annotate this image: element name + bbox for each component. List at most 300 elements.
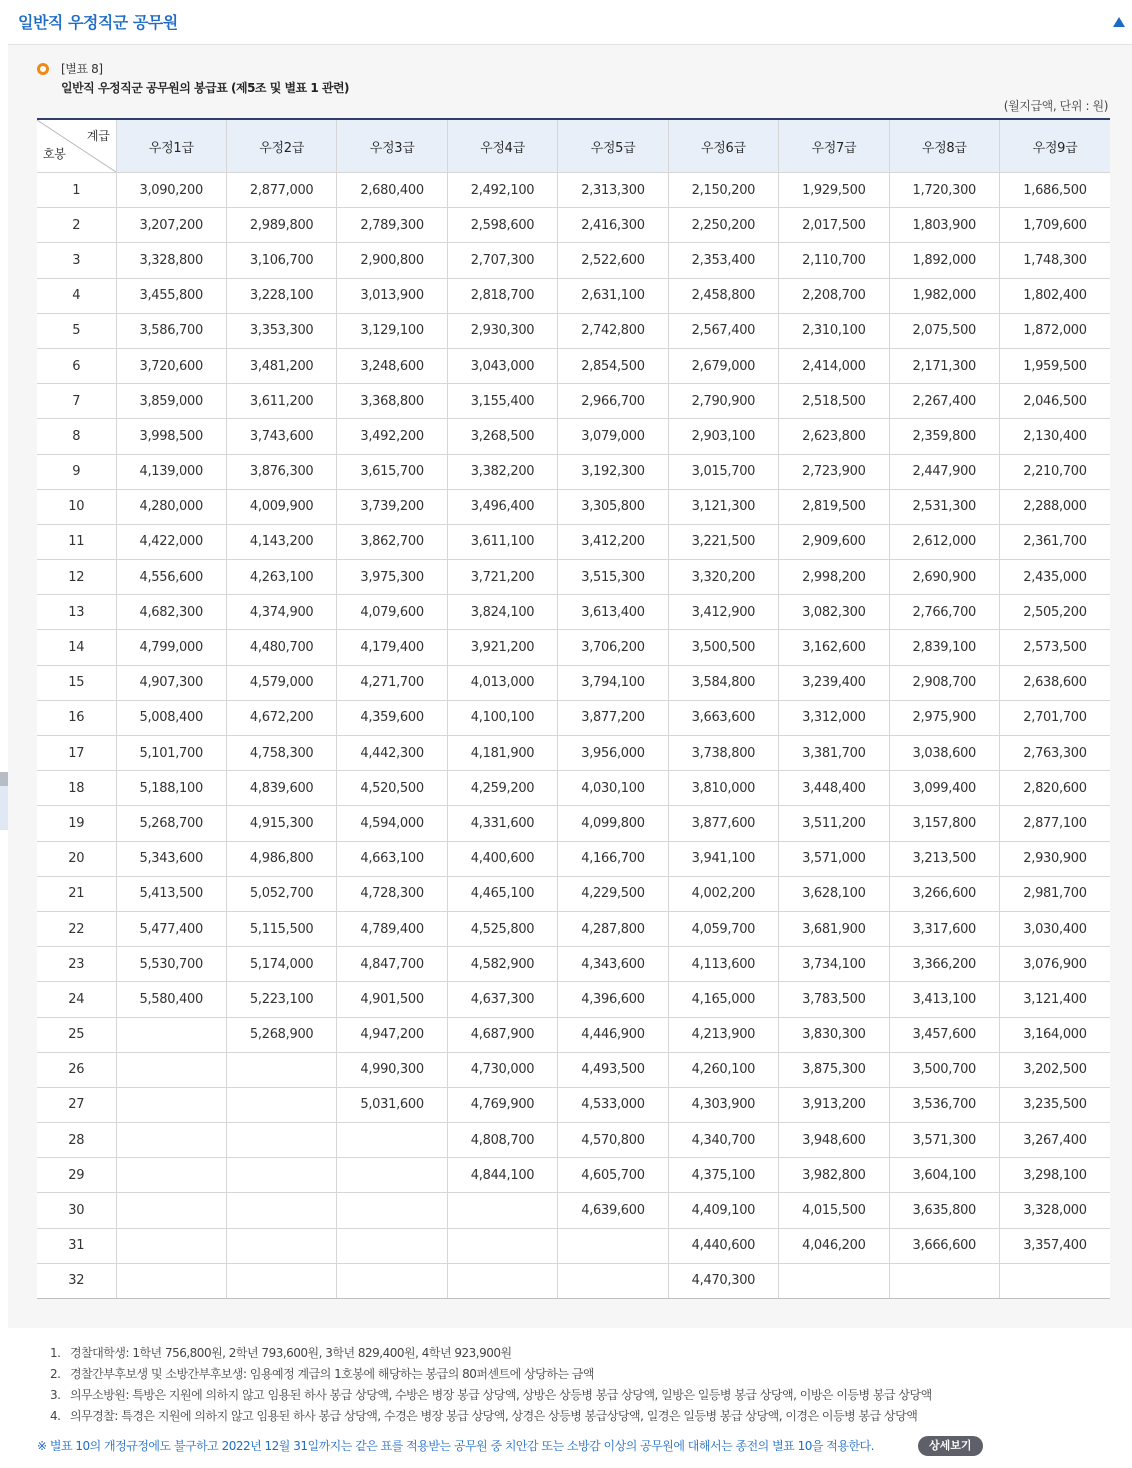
salary-cell <box>889 1263 999 1298</box>
salary-cell: 4,728,300 <box>337 876 447 911</box>
step-cell: 4 <box>37 278 116 313</box>
footnote-number: 4. <box>50 1409 61 1423</box>
salary-cell <box>226 1123 336 1158</box>
salary-cell <box>116 1087 226 1122</box>
appendix-ref: [별표 8] <box>61 62 103 76</box>
salary-cell: 2,267,400 <box>889 384 999 419</box>
salary-cell: 3,312,000 <box>779 700 889 735</box>
salary-cell: 4,422,000 <box>116 524 226 559</box>
salary-cell: 2,414,000 <box>779 348 889 383</box>
salary-cell: 1,748,300 <box>1000 243 1111 278</box>
salary-cell <box>226 1087 336 1122</box>
table-row <box>37 489 1110 524</box>
salary-cell: 2,930,900 <box>1000 841 1111 876</box>
table-row <box>37 313 1110 348</box>
salary-cell: 3,635,800 <box>889 1193 999 1228</box>
salary-cell: 3,875,300 <box>779 1052 889 1087</box>
salary-cell: 2,150,200 <box>668 173 778 208</box>
salary-cell: 3,571,300 <box>889 1123 999 1158</box>
salary-cell: 3,267,400 <box>1000 1123 1111 1158</box>
salary-cell: 2,742,800 <box>558 313 668 348</box>
salary-cell <box>558 1228 668 1263</box>
salary-cell: 3,106,700 <box>226 243 336 278</box>
salary-cell: 2,818,700 <box>447 278 557 313</box>
salary-cell: 2,313,300 <box>558 173 668 208</box>
salary-cell: 4,100,100 <box>447 700 557 735</box>
salary-cell: 3,830,300 <box>779 1017 889 1052</box>
salary-cell: 3,739,200 <box>337 489 447 524</box>
salary-cell: 2,505,200 <box>1000 595 1111 630</box>
salary-cell: 4,213,900 <box>668 1017 778 1052</box>
salary-cell <box>226 1052 336 1087</box>
salary-cell: 4,446,900 <box>558 1017 668 1052</box>
salary-cell: 2,017,500 <box>779 208 889 243</box>
table-row <box>37 700 1110 735</box>
salary-cell: 1,892,000 <box>889 243 999 278</box>
salary-cell: 3,013,900 <box>337 278 447 313</box>
salary-cell: 3,975,300 <box>337 560 447 595</box>
salary-cell: 4,259,200 <box>447 771 557 806</box>
step-cell: 11 <box>37 524 116 559</box>
salary-cell: 2,110,700 <box>779 243 889 278</box>
salary-cell: 3,202,500 <box>1000 1052 1111 1087</box>
salary-cell: 2,900,800 <box>337 243 447 278</box>
table-row <box>37 771 1110 806</box>
salary-cell: 2,839,100 <box>889 630 999 665</box>
salary-cell: 3,743,600 <box>226 419 336 454</box>
table-row <box>37 1193 1110 1228</box>
salary-cell: 4,465,100 <box>447 876 557 911</box>
column-header: 우정8급 <box>889 119 999 173</box>
table-body <box>37 173 1110 1299</box>
salary-cell: 4,263,100 <box>226 560 336 595</box>
salary-cell: 4,672,200 <box>226 700 336 735</box>
salary-cell: 5,268,700 <box>116 806 226 841</box>
salary-cell: 5,174,000 <box>226 947 336 982</box>
footnote-text: 의무소방원: 특방은 지원에 의하지 않고 임용된 하사 봉급 상당액, 수방은 병장 봉급 상당액, 상방은 상등병 봉급 상당액, 일방은 일등병 봉급 상당액, 이방은 이등병 봉급 상당액 <box>70 1388 932 1402</box>
salary-cell: 2,130,400 <box>1000 419 1111 454</box>
salary-cell: 4,331,600 <box>447 806 557 841</box>
salary-cell: 4,605,700 <box>558 1158 668 1193</box>
salary-cell <box>116 1228 226 1263</box>
salary-cell: 3,492,200 <box>337 419 447 454</box>
salary-cell <box>337 1123 447 1158</box>
table-row <box>37 947 1110 982</box>
salary-cell: 2,989,800 <box>226 208 336 243</box>
step-cell: 30 <box>37 1193 116 1228</box>
salary-cell: 1,803,900 <box>889 208 999 243</box>
salary-cell: 2,492,100 <box>447 173 557 208</box>
column-header: 우정7급 <box>779 119 889 173</box>
step-cell: 25 <box>37 1017 116 1052</box>
salary-cell: 3,381,700 <box>779 736 889 771</box>
salary-cell: 3,192,300 <box>558 454 668 489</box>
salary-cell: 4,758,300 <box>226 736 336 771</box>
salary-cell: 3,666,600 <box>889 1228 999 1263</box>
footnote-item <box>50 1385 1110 1406</box>
salary-cell: 4,396,600 <box>558 982 668 1017</box>
table-row <box>37 665 1110 700</box>
salary-cell: 4,271,700 <box>337 665 447 700</box>
footnote-item <box>50 1343 1110 1364</box>
salary-cell <box>116 1263 226 1298</box>
salary-cell: 2,723,900 <box>779 454 889 489</box>
salary-cell: 2,631,100 <box>558 278 668 313</box>
salary-cell: 3,328,000 <box>1000 1193 1111 1228</box>
salary-cell: 4,682,300 <box>116 595 226 630</box>
salary-cell: 2,250,200 <box>668 208 778 243</box>
salary-cell: 2,763,300 <box>1000 736 1111 771</box>
salary-cell: 4,637,300 <box>447 982 557 1017</box>
salary-cell: 2,854,500 <box>558 348 668 383</box>
footnote-number: 3. <box>50 1388 61 1402</box>
salary-cell: 4,901,500 <box>337 982 447 1017</box>
salary-cell: 3,266,600 <box>889 876 999 911</box>
step-cell: 28 <box>37 1123 116 1158</box>
salary-cell: 3,500,700 <box>889 1052 999 1087</box>
salary-cell: 4,015,500 <box>779 1193 889 1228</box>
salary-cell <box>337 1158 447 1193</box>
salary-cell: 4,594,000 <box>337 806 447 841</box>
salary-cell: 3,043,000 <box>447 348 557 383</box>
step-cell: 21 <box>37 876 116 911</box>
salary-cell: 4,556,600 <box>116 560 226 595</box>
salary-cell: 3,941,100 <box>668 841 778 876</box>
salary-cell: 3,681,900 <box>779 911 889 946</box>
table-row <box>37 243 1110 278</box>
salary-cell: 4,260,100 <box>668 1052 778 1087</box>
salary-cell: 3,663,600 <box>668 700 778 735</box>
salary-cell: 4,582,900 <box>447 947 557 982</box>
salary-cell <box>337 1193 447 1228</box>
salary-cell: 4,179,400 <box>337 630 447 665</box>
salary-cell: 1,959,500 <box>1000 348 1111 383</box>
salary-cell: 3,876,300 <box>226 454 336 489</box>
salary-cell: 4,030,100 <box>558 771 668 806</box>
salary-cell <box>226 1263 336 1298</box>
step-cell: 3 <box>37 243 116 278</box>
salary-cell: 4,525,800 <box>447 911 557 946</box>
salary-cell: 2,908,700 <box>889 665 999 700</box>
table-row <box>37 1017 1110 1052</box>
table-row <box>37 208 1110 243</box>
salary-cell: 1,802,400 <box>1000 278 1111 313</box>
salary-cell <box>447 1193 557 1228</box>
salary-cell: 4,839,600 <box>226 771 336 806</box>
footnote-text: 의무경찰: 특경은 지원에 의하지 않고 임용된 하사 봉급 상당액, 수경은 병장 봉급 상당액, 상경은 상등병 봉급상당액, 일경은 일등병 봉급 상당액, 이경은 이등병 봉급 상당액 <box>70 1409 918 1423</box>
table-row <box>37 1087 1110 1122</box>
table-row <box>37 911 1110 946</box>
salary-cell: 3,611,100 <box>447 524 557 559</box>
salary-cell: 3,586,700 <box>116 313 226 348</box>
salary-cell: 5,530,700 <box>116 947 226 982</box>
salary-cell: 1,929,500 <box>779 173 889 208</box>
salary-cell: 3,859,000 <box>116 384 226 419</box>
salary-cell: 3,515,300 <box>558 560 668 595</box>
table-row <box>37 1123 1110 1158</box>
column-header: 우정3급 <box>337 119 447 173</box>
salary-cell: 5,188,100 <box>116 771 226 806</box>
footnote-text: 경찰대학생: 1학년 756,800원, 2학년 793,600원, 3학년 829,400원, 4학년 923,900원 <box>70 1346 512 1360</box>
step-cell: 22 <box>37 911 116 946</box>
salary-cell: 3,721,200 <box>447 560 557 595</box>
salary-cell: 3,628,100 <box>779 876 889 911</box>
salary-cell: 2,766,700 <box>889 595 999 630</box>
salary-cell <box>116 1017 226 1052</box>
salary-cell <box>779 1263 889 1298</box>
salary-cell: 4,990,300 <box>337 1052 447 1087</box>
section-title: 일반직 우정직군 공무원 <box>18 13 178 32</box>
salary-cell <box>447 1228 557 1263</box>
salary-cell: 1,709,600 <box>1000 208 1111 243</box>
salary-cell: 2,690,900 <box>889 560 999 595</box>
step-cell: 24 <box>37 982 116 1017</box>
salary-cell: 5,580,400 <box>116 982 226 1017</box>
step-cell: 19 <box>37 806 116 841</box>
table-row <box>37 1263 1110 1298</box>
table-row <box>37 560 1110 595</box>
salary-cell: 2,701,700 <box>1000 700 1111 735</box>
table-row <box>37 1228 1110 1263</box>
salary-cell: 4,374,900 <box>226 595 336 630</box>
salary-cell <box>116 1158 226 1193</box>
salary-cell: 3,877,600 <box>668 806 778 841</box>
salary-cell: 4,947,200 <box>337 1017 447 1052</box>
salary-cell: 3,706,200 <box>558 630 668 665</box>
corner-label-step: 호봉 <box>43 147 66 161</box>
salary-cell: 2,210,700 <box>1000 454 1111 489</box>
salary-cell: 5,052,700 <box>226 876 336 911</box>
salary-cell: 3,921,200 <box>447 630 557 665</box>
salary-cell: 3,448,400 <box>779 771 889 806</box>
salary-cell: 2,819,500 <box>779 489 889 524</box>
salary-cell: 2,046,500 <box>1000 384 1111 419</box>
salary-cell: 3,366,200 <box>889 947 999 982</box>
salary-cell: 2,435,000 <box>1000 560 1111 595</box>
column-header: 우정6급 <box>668 119 778 173</box>
salary-cell: 2,522,600 <box>558 243 668 278</box>
step-cell: 1 <box>37 173 116 208</box>
salary-cell: 5,413,500 <box>116 876 226 911</box>
salary-cell: 3,604,100 <box>889 1158 999 1193</box>
salary-cell: 3,213,500 <box>889 841 999 876</box>
salary-cell: 2,790,900 <box>668 384 778 419</box>
table-row <box>37 419 1110 454</box>
salary-cell: 3,082,300 <box>779 595 889 630</box>
salary-cell: 4,079,600 <box>337 595 447 630</box>
salary-cell: 2,208,700 <box>779 278 889 313</box>
step-cell: 9 <box>37 454 116 489</box>
step-cell: 12 <box>37 560 116 595</box>
step-cell: 7 <box>37 384 116 419</box>
step-cell: 6 <box>37 348 116 383</box>
salary-cell: 2,518,500 <box>779 384 889 419</box>
table-row <box>37 630 1110 665</box>
salary-cell: 4,663,100 <box>337 841 447 876</box>
salary-cell: 4,303,900 <box>668 1087 778 1122</box>
footnote-item <box>50 1364 1110 1385</box>
salary-cell: 3,162,600 <box>779 630 889 665</box>
detail-button[interactable]: 상세보기 <box>918 1436 983 1456</box>
step-cell: 10 <box>37 489 116 524</box>
salary-cell: 4,687,900 <box>447 1017 557 1052</box>
salary-cell: 3,982,800 <box>779 1158 889 1193</box>
salary-cell: 4,520,500 <box>337 771 447 806</box>
salary-cell: 4,915,300 <box>226 806 336 841</box>
salary-cell: 2,361,700 <box>1000 524 1111 559</box>
table-header-row <box>37 119 1110 173</box>
salary-cell <box>226 1193 336 1228</box>
salary-cell: 3,368,800 <box>337 384 447 419</box>
step-cell: 32 <box>37 1263 116 1298</box>
salary-cell: 3,613,400 <box>558 595 668 630</box>
circle-bullet-icon <box>37 63 49 75</box>
salary-cell: 4,639,600 <box>558 1193 668 1228</box>
unit-label: (월지급액, 단위 : 원) <box>1003 99 1108 113</box>
salary-cell: 3,129,100 <box>337 313 447 348</box>
section-header <box>8 0 1132 45</box>
salary-cell: 3,862,700 <box>337 524 447 559</box>
table-row <box>37 736 1110 771</box>
salary-cell: 4,409,100 <box>668 1193 778 1228</box>
remark-text: ※ 별표 10의 개정규정에도 불구하고 2022년 12월 31일까지는 같은 표를 적용받는 공무원 중 치안감 또는 소방감 이상의 공무원에 대해서는 종전의 별표 10을 적용한다. <box>37 1439 874 1453</box>
triangle-up-icon <box>1113 17 1125 27</box>
side-scroll-tab[interactable] <box>0 772 8 830</box>
salary-cell: 4,579,000 <box>226 665 336 700</box>
salary-cell: 3,164,000 <box>1000 1017 1111 1052</box>
corner-cell <box>37 119 116 173</box>
salary-cell: 3,155,400 <box>447 384 557 419</box>
salary-cell: 3,038,600 <box>889 736 999 771</box>
column-header: 우정9급 <box>1000 119 1111 173</box>
table-subtitle: 일반직 우정직군 공무원의 봉급표 (제5조 및 별표 1 관련) <box>61 81 350 95</box>
salary-cell <box>116 1123 226 1158</box>
salary-cell <box>116 1052 226 1087</box>
salary-cell: 2,531,300 <box>889 489 999 524</box>
table-row <box>37 384 1110 419</box>
salary-cell: 4,844,100 <box>447 1158 557 1193</box>
footnote-number: 2. <box>50 1367 61 1381</box>
step-cell: 18 <box>37 771 116 806</box>
salary-cell: 3,734,100 <box>779 947 889 982</box>
salary-cell: 4,570,800 <box>558 1123 668 1158</box>
footnotes <box>50 1343 1110 1427</box>
step-cell: 31 <box>37 1228 116 1263</box>
step-cell: 15 <box>37 665 116 700</box>
salary-cell: 4,181,900 <box>447 736 557 771</box>
salary-cell: 3,157,800 <box>889 806 999 841</box>
salary-cell: 5,008,400 <box>116 700 226 735</box>
footnote-number: 1. <box>50 1346 61 1360</box>
salary-cell: 4,730,000 <box>447 1052 557 1087</box>
salary-cell: 3,207,200 <box>116 208 226 243</box>
salary-cell: 2,998,200 <box>779 560 889 595</box>
salary-cell: 4,059,700 <box>668 911 778 946</box>
salary-cell: 5,115,500 <box>226 911 336 946</box>
salary-cell: 5,268,900 <box>226 1017 336 1052</box>
salary-cell: 4,280,000 <box>116 489 226 524</box>
table-row <box>37 454 1110 489</box>
salary-cell: 3,076,900 <box>1000 947 1111 982</box>
salary-cell: 4,375,100 <box>668 1158 778 1193</box>
salary-cell: 2,930,300 <box>447 313 557 348</box>
side-tab-bottom <box>0 786 8 830</box>
salary-cell: 4,400,600 <box>447 841 557 876</box>
salary-cell: 2,909,600 <box>779 524 889 559</box>
salary-cell: 3,030,400 <box>1000 911 1111 946</box>
salary-cell: 1,686,500 <box>1000 173 1111 208</box>
salary-cell: 3,090,200 <box>116 173 226 208</box>
salary-cell: 3,455,800 <box>116 278 226 313</box>
salary-cell: 2,975,900 <box>889 700 999 735</box>
salary-cell: 3,948,600 <box>779 1123 889 1158</box>
salary-cell: 2,353,400 <box>668 243 778 278</box>
salary-cell: 2,458,800 <box>668 278 778 313</box>
salary-cell: 4,440,600 <box>668 1228 778 1263</box>
salary-cell: 4,165,000 <box>668 982 778 1017</box>
salary-cell: 2,789,300 <box>337 208 447 243</box>
salary-cell: 3,015,700 <box>668 454 778 489</box>
salary-cell: 4,470,300 <box>668 1263 778 1298</box>
salary-cell: 2,707,300 <box>447 243 557 278</box>
collapse-button[interactable] <box>1110 12 1130 32</box>
step-cell: 20 <box>37 841 116 876</box>
step-cell: 23 <box>37 947 116 982</box>
table-row <box>37 595 1110 630</box>
salary-table <box>37 118 1110 1299</box>
salary-cell: 2,820,600 <box>1000 771 1111 806</box>
salary-cell: 3,738,800 <box>668 736 778 771</box>
salary-cell <box>1000 1263 1111 1298</box>
salary-cell: 3,413,100 <box>889 982 999 1017</box>
salary-cell: 3,720,600 <box>116 348 226 383</box>
salary-cell: 2,903,100 <box>668 419 778 454</box>
salary-cell <box>337 1263 447 1298</box>
salary-cell: 4,343,600 <box>558 947 668 982</box>
salary-cell: 3,824,100 <box>447 595 557 630</box>
salary-cell: 3,317,600 <box>889 911 999 946</box>
salary-cell <box>116 1193 226 1228</box>
salary-cell: 5,477,400 <box>116 911 226 946</box>
table-row <box>37 982 1110 1017</box>
salary-cell: 2,598,600 <box>447 208 557 243</box>
salary-cell: 2,573,500 <box>1000 630 1111 665</box>
salary-cell: 4,002,200 <box>668 876 778 911</box>
table-row <box>37 1052 1110 1087</box>
salary-cell: 3,913,200 <box>779 1087 889 1122</box>
salary-cell: 4,143,200 <box>226 524 336 559</box>
salary-cell: 2,877,000 <box>226 173 336 208</box>
column-header: 우정5급 <box>558 119 668 173</box>
salary-cell: 4,769,900 <box>447 1087 557 1122</box>
salary-cell: 4,340,700 <box>668 1123 778 1158</box>
step-cell: 14 <box>37 630 116 665</box>
salary-cell: 3,121,300 <box>668 489 778 524</box>
salary-cell: 3,328,800 <box>116 243 226 278</box>
salary-cell: 3,611,200 <box>226 384 336 419</box>
salary-cell: 2,680,400 <box>337 173 447 208</box>
salary-cell: 2,877,100 <box>1000 806 1111 841</box>
table-row <box>37 348 1110 383</box>
salary-cell: 4,480,700 <box>226 630 336 665</box>
salary-cell <box>226 1158 336 1193</box>
salary-cell: 3,298,100 <box>1000 1158 1111 1193</box>
salary-cell: 2,638,600 <box>1000 665 1111 700</box>
salary-cell: 4,099,800 <box>558 806 668 841</box>
salary-cell: 3,079,000 <box>558 419 668 454</box>
salary-cell: 4,493,500 <box>558 1052 668 1087</box>
salary-cell: 4,907,300 <box>116 665 226 700</box>
